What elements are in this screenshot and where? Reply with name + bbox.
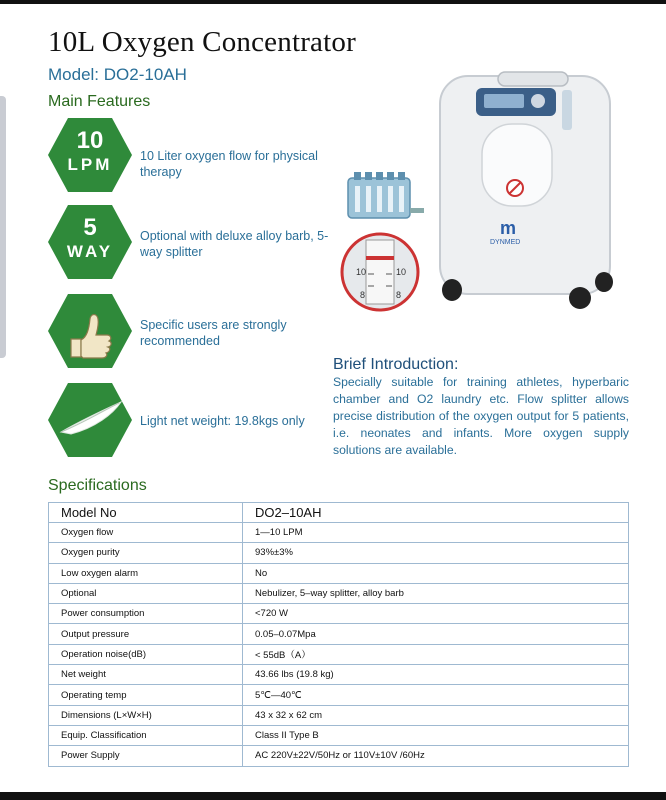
spec-value: 43 x 32 x 62 cm: [243, 705, 629, 725]
spec-value: 93%±3%: [243, 543, 629, 563]
table-row: [49, 725, 629, 745]
svg-text:m: m: [500, 218, 517, 238]
bottom-edge-bar: [0, 792, 666, 800]
spec-label: Low oxygen alarm: [49, 563, 243, 583]
table-row: [49, 583, 629, 603]
specifications-table: [48, 502, 629, 767]
brief-introduction-heading: Brief Introduction:: [333, 356, 459, 373]
table-row: [49, 624, 629, 644]
table-row: [49, 604, 629, 624]
5-way-hex-icon: [47, 204, 133, 280]
feature-item-weight: [47, 382, 347, 466]
concentrator-image: [440, 72, 613, 309]
flowmeter-image: [342, 234, 418, 310]
table-header-cell: DO2–10AH: [243, 503, 629, 523]
spec-label: Output pressure: [49, 624, 243, 644]
spec-value: Class II Type B: [243, 725, 629, 745]
brand-logo-text: DYNMED: [490, 239, 521, 246]
top-edge-bar: [0, 0, 666, 4]
feature-text: Optional with deluxe alloy barb, 5-way splitter: [140, 229, 329, 259]
product-image: [338, 68, 628, 318]
table-row: [49, 563, 629, 583]
spec-label: Net weight: [49, 665, 243, 685]
spec-label: Oxygen flow: [49, 523, 243, 543]
spec-label: Operating temp: [49, 685, 243, 705]
table-header-cell: Model No: [49, 503, 243, 523]
feature-text: Specific users are strongly recommended: [140, 318, 287, 348]
spec-value: AC 220V±22V/50Hz or 110V±10V /60Hz: [243, 746, 629, 766]
table-row: [49, 746, 629, 766]
feature-item-recommended: [47, 293, 347, 377]
brief-introduction-text: Specially suitable for training athletes, hyperbaric chamber and O2 laundry etc. Flow splitter allows precise distribution of the oxygen output for 5 patients, i.e. neonates and infants. More oxygen supply solutions are available.: [333, 375, 629, 457]
flow-splitter-image: [348, 172, 424, 218]
feather-icon: [47, 382, 133, 458]
table-row: [49, 543, 629, 563]
table-header-row: [49, 503, 629, 523]
flowmeter-mark: 8: [360, 290, 366, 300]
spec-value: 43.66 lbs (19.8 kg): [243, 665, 629, 685]
spec-label: Operation noise(dB): [49, 644, 243, 664]
specifications-heading: Specifications: [48, 477, 147, 494]
feature-text: Light net weight: 19.8kgs only: [140, 414, 305, 428]
table-row: [49, 705, 629, 725]
spec-value: No: [243, 563, 629, 583]
spec-label: Power consumption: [49, 604, 243, 624]
flowmeter-mark: 10: [396, 267, 407, 277]
spec-label: Oxygen purity: [49, 543, 243, 563]
10-lpm-hex-icon: [47, 117, 133, 193]
hex-unit: WAY: [66, 242, 114, 261]
hex-number: 10: [76, 127, 104, 154]
table-row: [49, 523, 629, 543]
model-subtitle: Model: DO2-10AH: [48, 65, 187, 84]
feature-item-flow: [47, 117, 347, 201]
flowmeter-mark: 10: [356, 267, 367, 277]
page-title: 10L Oxygen Concentrator: [48, 26, 356, 58]
flowmeter-mark: 8: [396, 290, 402, 300]
feature-text: 10 Liter oxygen flow for physical therapy: [140, 149, 318, 179]
thumbs-up-icon: [47, 293, 133, 369]
spec-label: Power Supply: [49, 746, 243, 766]
table-row: [49, 665, 629, 685]
spec-value: 0.05–0.07Mpa: [243, 624, 629, 644]
spec-label: Optional: [49, 583, 243, 603]
table-row: [49, 685, 629, 705]
feature-item-splitter: [47, 204, 347, 288]
side-scroll-tab[interactable]: [0, 96, 6, 358]
spec-value: <720 W: [243, 604, 629, 624]
spec-value: Nebulizer, 5–way splitter, alloy barb: [243, 583, 629, 603]
spec-label: Equip. Classification: [49, 725, 243, 745]
spec-label: Dimensions (L×W×H): [49, 705, 243, 725]
spec-value: 1—10 LPM: [243, 523, 629, 543]
spec-value: < 55dB（A）: [243, 644, 629, 664]
hex-unit: LPM: [67, 155, 113, 174]
table-row: [49, 644, 629, 664]
hex-number: 5: [83, 214, 97, 241]
spec-value: 5℃—40℃: [243, 685, 629, 705]
main-features-heading: Main Features: [48, 93, 151, 110]
